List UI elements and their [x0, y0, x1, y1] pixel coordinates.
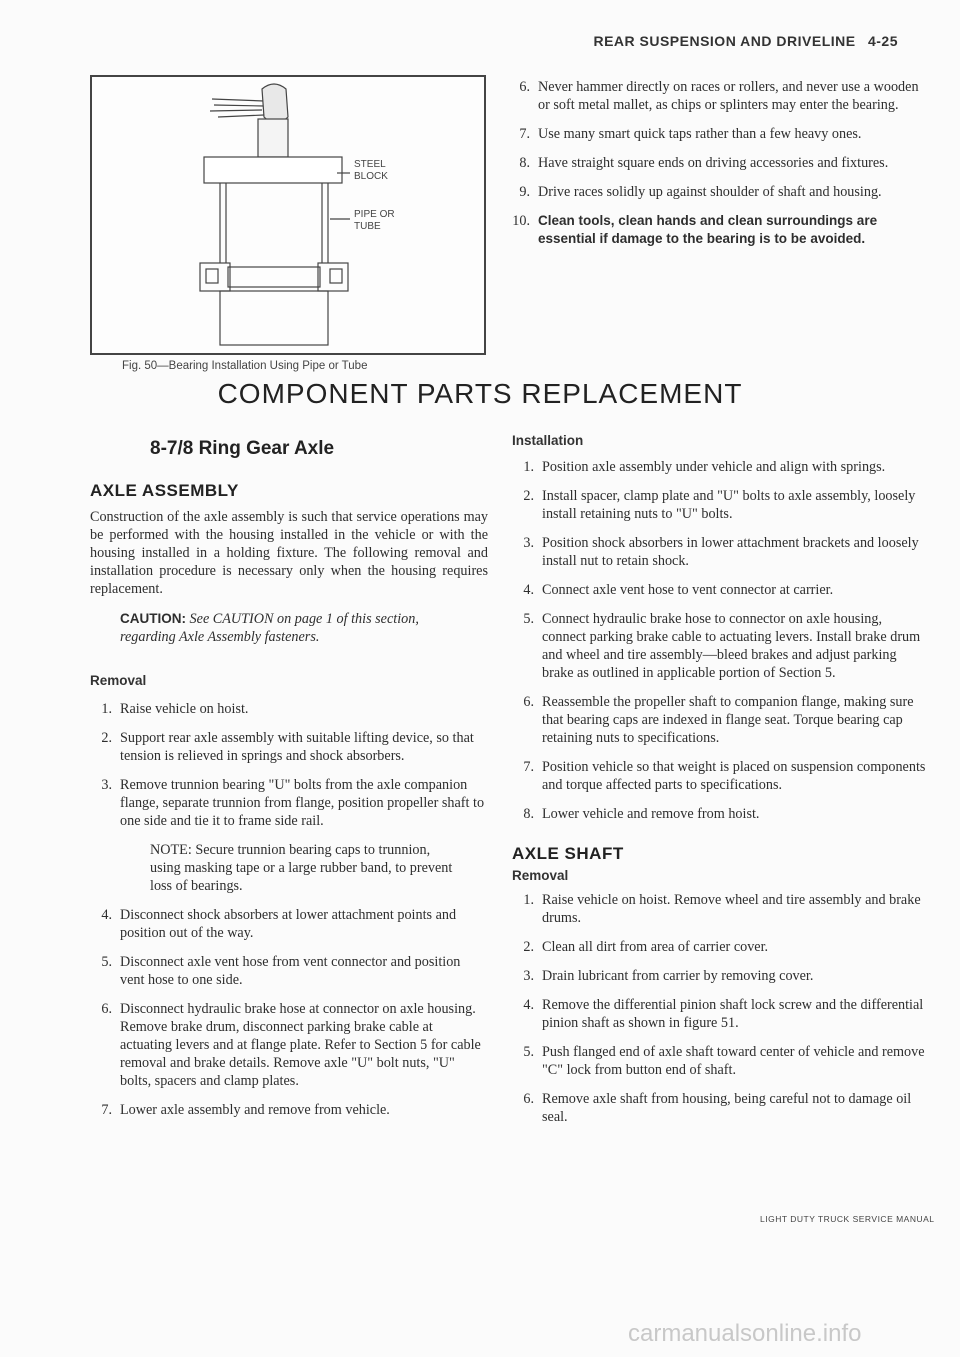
item-text: Raise vehicle on hoist.	[120, 701, 249, 717]
item-number: 7.	[519, 126, 530, 142]
list-item	[90, 776, 488, 830]
label-steel-block	[354, 159, 388, 183]
item-text: Push flanged end of axle shaft toward center of vehicle and remove "C" lock from button end of shaft.	[542, 1044, 925, 1078]
item-number: 3.	[523, 535, 534, 551]
item-text: Disconnect axle vent hose from vent connector and position vent hose to one side.	[120, 954, 461, 988]
watermark: carmanualsonline.info	[628, 1320, 862, 1347]
item-text: Install spacer, clamp plate and "U" bolts to axle assembly, loosely install retaining nuts to "U" bolts.	[542, 488, 916, 522]
item-number: 5.	[101, 954, 112, 970]
list-item	[512, 581, 926, 599]
list-item	[512, 758, 926, 794]
item-number: 6.	[523, 694, 534, 710]
list-item	[508, 78, 924, 114]
label-steel-block-line-2: BLOCK	[354, 171, 388, 182]
tips-list-column	[508, 78, 924, 259]
list-item	[508, 183, 924, 201]
list-item	[508, 212, 924, 248]
item-number: 5.	[523, 611, 534, 627]
item-text: Raise vehicle on hoist. Remove wheel and tire assembly and brake drums.	[542, 892, 921, 926]
installation-heading: Installation	[512, 433, 584, 448]
item-number: 1.	[101, 701, 112, 717]
item-text: Remove the differential pinion shaft lock screw and the differential pinion shaft as shown in figure 51.	[542, 997, 924, 1031]
caution-text: See CAUTION on page 1 of this section, regarding Axle Assembly fasteners.	[120, 611, 419, 645]
list-item	[512, 967, 926, 985]
item-text: Use many smart quick taps rather than a few heavy ones.	[538, 126, 862, 142]
item-text: Support rear axle assembly with suitable lifting device, so that tension is relieved in springs and shock absorbers.	[120, 730, 474, 764]
list-item	[512, 487, 926, 523]
list-item	[512, 1043, 926, 1079]
list-item	[90, 1101, 488, 1119]
item-number: 6.	[519, 79, 530, 95]
item-text: Connect axle vent hose to vent connector at carrier.	[542, 582, 834, 598]
list-item	[90, 729, 488, 765]
list-item	[512, 805, 926, 823]
item-number: 7.	[523, 759, 534, 775]
item-text: Drive races solidly up against shoulder of shaft and housing.	[538, 184, 882, 200]
header-section: REAR SUSPENSION AND DRIVELINE	[593, 33, 856, 49]
page-header	[585, 33, 898, 49]
item-text: Drain lubricant from carrier by removing cover.	[542, 968, 814, 984]
item-number: 3.	[101, 777, 112, 793]
header-page-number: 4-25	[867, 33, 898, 49]
item-number: 5.	[523, 1044, 534, 1060]
item-text: Lower vehicle and remove from hoist.	[542, 806, 760, 822]
list-item	[90, 953, 488, 989]
item-number: 1.	[523, 892, 534, 908]
item-number: 4.	[523, 997, 534, 1013]
item-number: 9.	[519, 184, 530, 200]
item-text: Disconnect shock absorbers at lower attachment points and position out of the way.	[120, 907, 457, 941]
list-item	[508, 125, 924, 143]
list-item	[508, 154, 924, 172]
list-item	[90, 700, 488, 718]
left-column	[90, 482, 488, 1130]
label-steel-block-line-1: STEEL	[354, 159, 386, 170]
item-number: 4.	[101, 907, 112, 923]
axle-shaft-removal-list	[512, 891, 926, 1126]
list-item	[512, 891, 926, 927]
axle-assembly-heading: AXLE ASSEMBLY	[90, 481, 239, 500]
label-pipe-or-tube	[354, 209, 395, 233]
list-item	[512, 534, 926, 570]
main-title: COMPONENT PARTS REPLACEMENT	[217, 378, 743, 409]
removal-note: NOTE: Secure trunnion bearing caps to trunnion, using masking tape or a large rubber band, to prevent loss of bearings.	[150, 842, 453, 894]
ring-gear-title: 8-7/8 Ring Gear Axle	[150, 438, 335, 459]
caution-paragraph	[120, 610, 488, 646]
axle-installation-list	[512, 458, 926, 823]
list-item	[512, 610, 926, 682]
item-text: Never hammer directly on races or rollers, and never use a wooden or soft metal mallet, as chips or splinters may enter the bearing.	[538, 79, 919, 113]
item-number: 1.	[523, 459, 534, 475]
figure-bearing-installation	[90, 75, 486, 355]
item-number: 7.	[101, 1102, 112, 1118]
label-pipe-or-tube-line-1: PIPE OR	[354, 209, 395, 220]
tips-list	[508, 78, 924, 248]
item-number: 8.	[519, 155, 530, 171]
item-text: Clean all dirt from area of carrier cover.	[542, 939, 769, 955]
caution-label: CAUTION:	[120, 611, 186, 626]
item-number: 3.	[523, 968, 534, 984]
item-text: Clean tools, clean hands and clean surroundings are essential if damage to the bearing is to be avoided.	[538, 213, 878, 246]
item-text: Position vehicle so that weight is placed on suspension components and torque affected parts to specifications.	[542, 759, 926, 793]
item-number: 6.	[523, 1091, 534, 1107]
figure-caption: Fig. 50—Bearing Installation Using Pipe or Tube	[122, 360, 368, 372]
item-text: Have straight square ends on driving accessories and fixtures.	[538, 155, 889, 171]
list-item	[512, 1090, 926, 1126]
item-number: 2.	[523, 488, 534, 504]
item-number: 4.	[523, 582, 534, 598]
axle-assembly-intro: Construction of the axle assembly is such that service operations may be performed with the housing installed in the vehicle or with the housing installed in a holding fixture. The following removal and installation procedure is necessary only when the housing requires replacement.	[90, 509, 488, 597]
item-number: 10.	[512, 213, 530, 229]
removal-heading: Removal	[90, 673, 147, 688]
axle-removal-list	[90, 700, 488, 830]
list-item	[512, 458, 926, 476]
axle-removal-list-continued	[90, 906, 488, 1119]
item-text: Position axle assembly under vehicle and align with springs.	[542, 459, 886, 475]
list-item	[90, 1000, 488, 1090]
item-text: Remove axle shaft from housing, being careful not to damage oil seal.	[542, 1091, 912, 1125]
item-text: Disconnect hydraulic brake hose at connector on axle housing. Remove brake drum, disconnect parking brake cable at actuating levers and at flange plate. Refer to Section 5 for cable removal and brake details. Remove axle "U" bolt nuts, "U" bolts, spacers and clamp plates.	[120, 1001, 481, 1089]
list-item	[512, 693, 926, 747]
item-text: Lower axle assembly and remove from vehicle.	[120, 1102, 390, 1118]
item-number: 6.	[101, 1001, 112, 1017]
bearing-installation-illustration	[92, 77, 484, 353]
list-item	[512, 996, 926, 1032]
item-text: Position shock absorbers in lower attachment brackets and loosely install nut to retain shock.	[542, 535, 919, 569]
item-number: 2.	[523, 939, 534, 955]
label-pipe-or-tube-line-2: TUBE	[354, 221, 381, 232]
page-footer: LIGHT DUTY TRUCK SERVICE MANUAL	[760, 1214, 935, 1224]
item-text: Remove trunnion bearing "U" bolts from the axle companion flange, separate trunnion from flange, position propeller shaft to one side and tie it to frame side rail.	[120, 777, 485, 829]
list-item	[90, 906, 488, 942]
item-text: Connect hydraulic brake hose to connector on axle housing, connect parking brake cable to actuating levers. Install brake drum and wheel and tire assembly—bleed brakes and adjust parking brake as outlined in applicable portion of Section 5.	[542, 611, 921, 681]
item-text: Reassemble the propeller shaft to companion flange, making sure that bearing caps are indexed in flange seat. Torque bearing cap retaining nuts to specifications.	[542, 694, 914, 746]
item-number: 2.	[101, 730, 112, 746]
right-column	[512, 432, 926, 1137]
item-number: 8.	[523, 806, 534, 822]
axle-shaft-removal-heading: Removal	[512, 868, 569, 883]
list-item	[512, 938, 926, 956]
axle-shaft-heading: AXLE SHAFT	[512, 844, 624, 863]
